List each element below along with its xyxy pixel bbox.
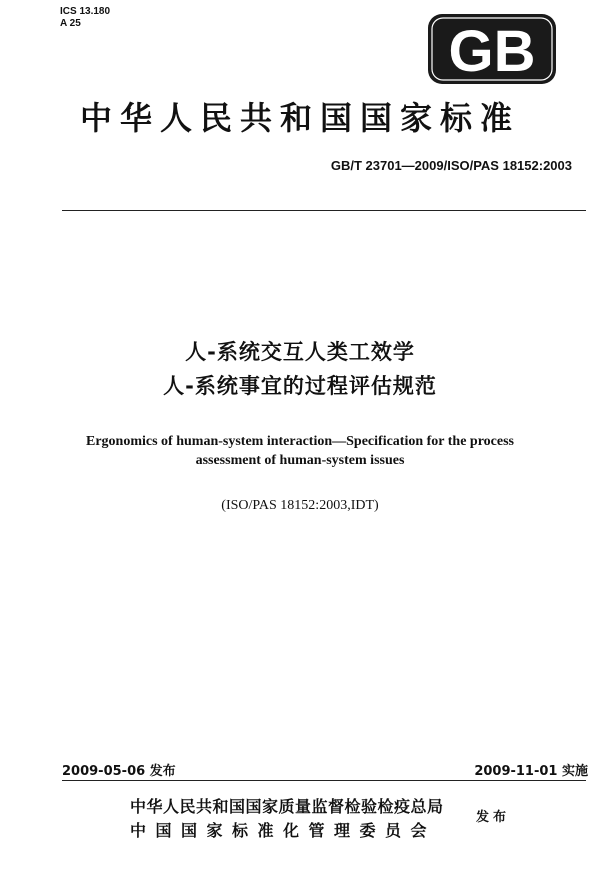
adoption-note: (ISO/PAS 18152:2003,IDT)	[221, 498, 379, 513]
title-en-line1: Ergonomics of human-system interaction—Specification for the process	[86, 434, 514, 449]
publish-date: 2009-05-06 发布	[62, 764, 176, 779]
title-cn-line2: 人-系统事宜的过程评估规范	[163, 374, 437, 398]
gb-logo-text: GB	[448, 19, 536, 84]
ics-code: ICS 13.180	[60, 6, 111, 17]
national-standard-title: 中华人民共和国国家标准	[79, 99, 520, 137]
ccs-code: A 25	[60, 18, 81, 29]
title-en	[40, 432, 560, 470]
title-en-line2: assessment of human-system issues	[195, 453, 405, 468]
standard-code: GB/T 23701—2009/ISO/PAS 18152:2003	[330, 158, 572, 173]
top-divider	[62, 210, 586, 211]
issuing-authority-2: 中国国家标准化管理委员会	[130, 821, 437, 840]
classification-codes	[60, 6, 110, 30]
title-cn-line1: 人-系统交互人类工效学	[185, 340, 415, 364]
bottom-divider	[62, 780, 586, 781]
issue-label: 发布	[476, 810, 511, 825]
implement-date: 2009-11-01 实施	[474, 764, 588, 779]
issuing-authority-1: 中华人民共和国国家质量监督检验检疫总局	[130, 797, 444, 816]
gb-logo	[428, 14, 556, 84]
